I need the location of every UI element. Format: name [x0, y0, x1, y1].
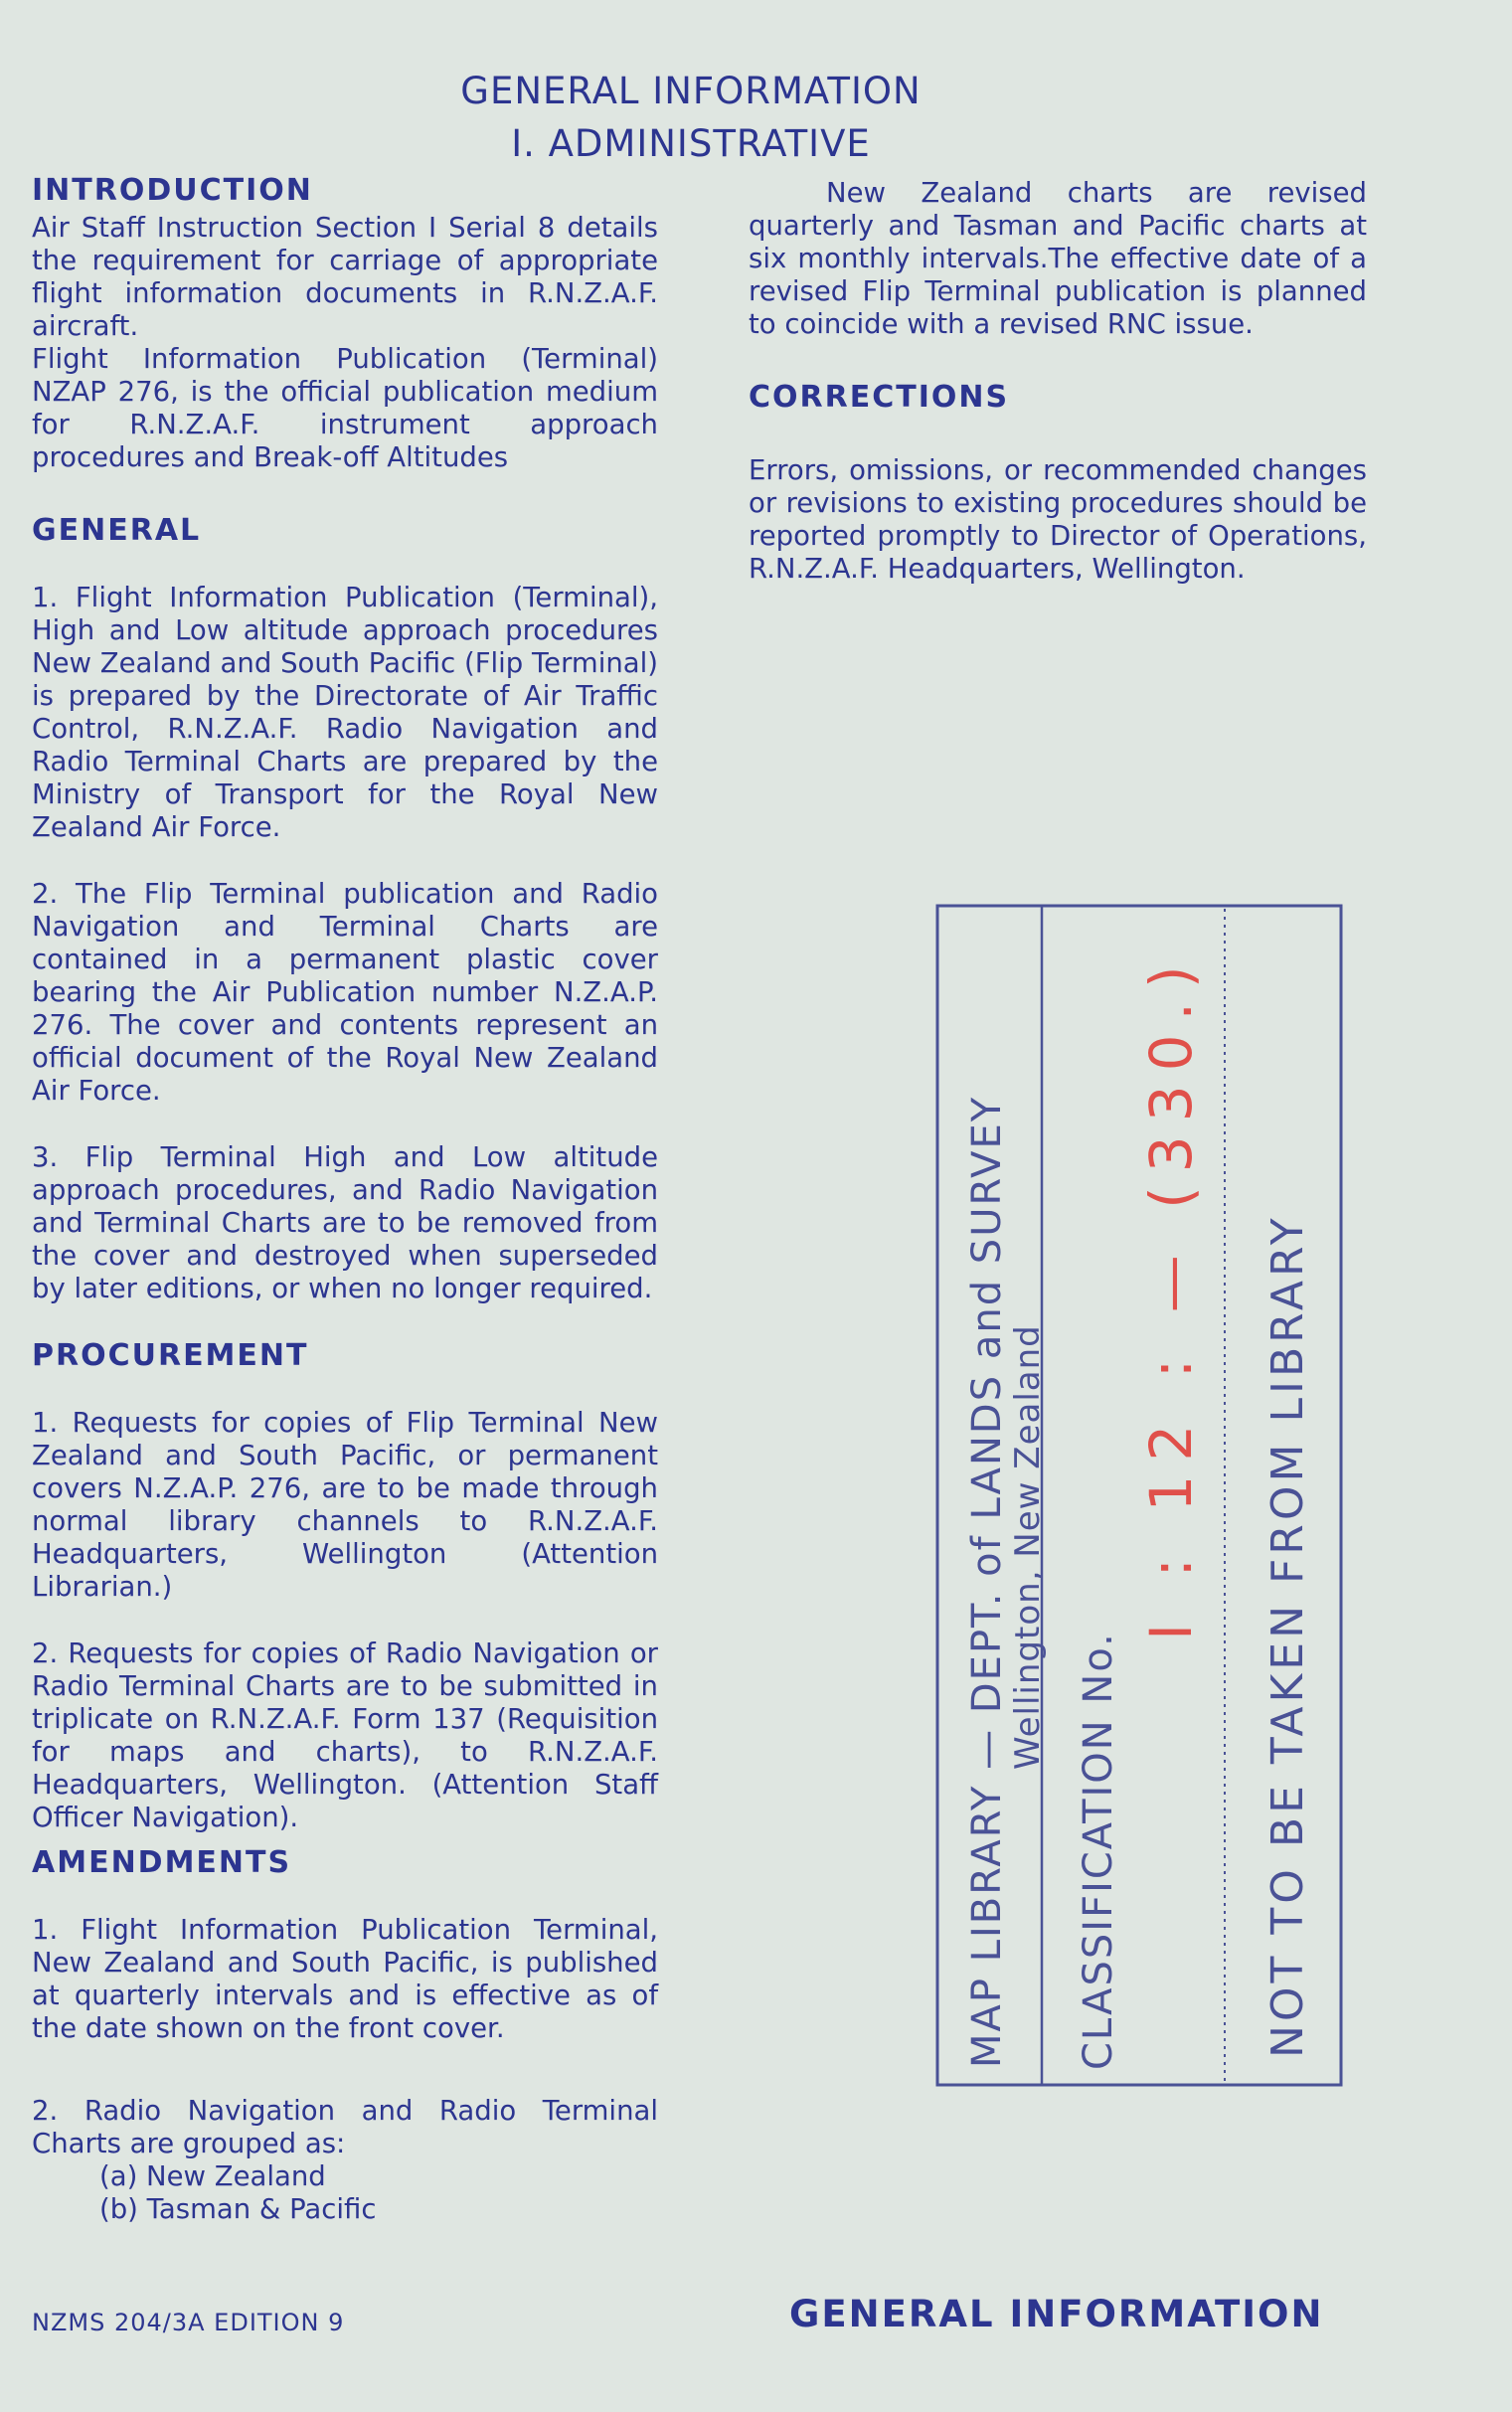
introduction-paragraph-1: Air Staff Instruction Section I Serial 8 details the requirement for carriage of appropriate flight information documents in R.N.Z.A.F. aircraft.	[32, 212, 658, 342]
footer-title: GENERAL INFORMATION	[789, 2293, 1324, 2335]
stamp-line-1: MAP LIBRARY — DEPT. of LANDS and SURVEY	[964, 1095, 1010, 2068]
right-column	[749, 177, 1367, 586]
classification-value: I : 12 : — (330.)	[1137, 951, 1205, 1640]
general-paragraph-1: 1. Flight Information Publication (Terminal), High and Low altitude approach procedures New Zealand and South Pacific (Flip Terminal) is prepared by the Directorate of Air Traffic Control, R.N.Z.A.F. Radio Navigation and Radio Terminal Charts are prepared by the Ministry of Transport for the Royal New Zealand Air Force.	[32, 582, 658, 843]
left-column	[32, 174, 658, 2226]
classification-label: CLASSIFICATION No.	[1076, 1632, 1121, 2070]
procurement-heading: PROCUREMENT	[32, 1338, 309, 1373]
corrections-paragraph: Errors, omissions, or recommended changes or revisions to existing procedures should be reported promptly to Director of Operations, R.N.Z.A.F. Headquarters, Wellington.	[749, 454, 1367, 585]
stamp-notice: NOT TO BE TAKEN FROM LIBRARY	[1262, 1214, 1313, 2058]
revision-paragraph: New Zealand charts are revised quarterly and Tasman and Pacific charts at six monthly intervals.The effective date of a revised Flip Terminal publication is planned to coincide with a revised RNC issue.	[749, 177, 1367, 340]
general-paragraph-2: 2. The Flip Terminal publication and Radio Navigation and Terminal Charts are contained in a permanent plastic cover bearing the Air Publication number N.Z.A.P. 276. The cover and contents represent an official document of the Royal New Zealand Air Force.	[32, 878, 658, 1107]
amendments-heading: AMENDMENTS	[32, 1845, 292, 1880]
library-stamp	[934, 903, 1344, 2088]
amendments-item-a: (a) New Zealand	[99, 2160, 326, 2192]
page-title: GENERAL INFORMATION	[460, 70, 922, 112]
stamp-line-2: Wellington, New Zealand	[1008, 1324, 1048, 1770]
general-heading: GENERAL	[32, 513, 202, 548]
procurement-paragraph-1: 1. Requests for copies of Flip Terminal New Zealand and South Pacific, or permanent covers N.Z.A.P. 276, are to be made through normal library channels to R.N.Z.A.F. Headquarters, Wellington (Attention Librarian.)	[32, 1407, 658, 1603]
amendments-paragraph-1: 1. Flight Information Publication Terminal, New Zealand and South Pacific, is published at quarterly intervals and is effective as of the date shown on the front cover.	[32, 1914, 658, 2044]
amendments-paragraph-2: 2. Radio Navigation and Radio Terminal Charts are grouped as:	[32, 2095, 658, 2159]
procurement-paragraph-2: 2. Requests for copies of Radio Navigation or Radio Terminal Charts are to be submitted in triplicate on R.N.Z.A.F. Form 137 (Requisition for maps and charts), to R.N.Z.A.F. Headquarters, Wellington. (Attention Staff Officer Navigation).	[32, 1637, 658, 1833]
general-paragraph-3: 3. Flip Terminal High and Low altitude approach procedures, and Radio Navigation and Terminal Charts are to be removed from the cover and destroyed when superseded by later editions, or when no longer required.	[32, 1141, 658, 1304]
edition-label: NZMS 204/3A EDITION 9	[32, 2309, 345, 2336]
amendments-item-b: (b) Tasman & Pacific	[99, 2193, 377, 2225]
corrections-heading: CORRECTIONS	[749, 380, 1010, 415]
introduction-paragraph-2: Flight Information Publication (Terminal) NZAP 276, is the official publication medium for R.N.Z.A.F. instrument approach procedures and Break-off Altitudes	[32, 343, 658, 473]
introduction-heading: INTRODUCTION	[32, 173, 313, 208]
page-subtitle: I. ADMINISTRATIVE	[511, 122, 871, 165]
